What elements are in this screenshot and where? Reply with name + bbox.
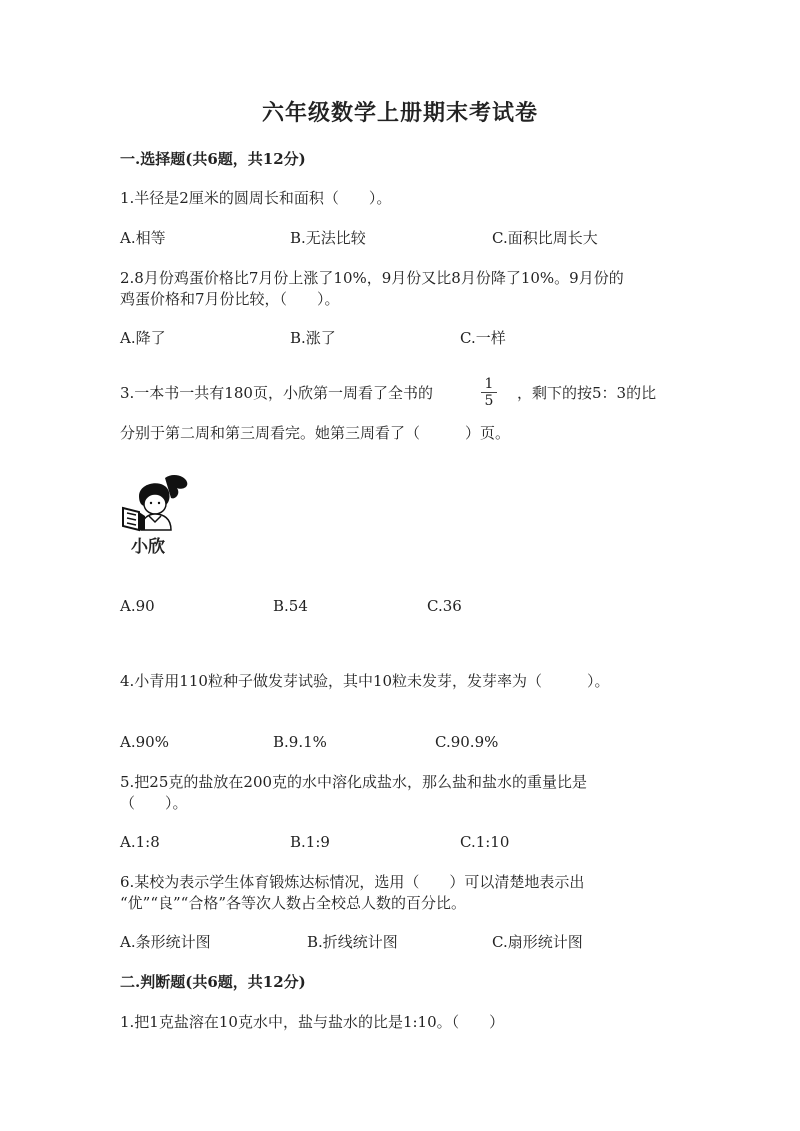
question-6-option-b: B.折线统计图 <box>307 933 398 951</box>
question-4-text: 4.小青用110粒种子做发芽试验，其中10粒未发芽，发芽率为（ ）。 <box>120 672 610 690</box>
fraction-denominator: 5 <box>484 393 494 409</box>
question-5-line-1: 5.把25克的盐放在200克的水中溶化成盐水，那么盐和盐水的重量比是 <box>120 773 588 791</box>
question-5-option-c: C.1:10 <box>460 833 510 851</box>
question-4-option-c: C.90.9% <box>435 733 499 751</box>
question-2-line-2: 鸡蛋价格和7月份比较，（ ）。 <box>120 290 340 308</box>
fraction-numerator: 1 <box>484 376 494 392</box>
girl-reading-icon <box>115 472 195 532</box>
question-3-line-2: 分别于第二周和第三周看完。她第三周看了（ ）页。 <box>120 424 511 442</box>
question-3-option-a: A.90 <box>120 597 155 615</box>
question-6-option-c: C.扇形统计图 <box>492 933 583 951</box>
question-2-option-b: B.涨了 <box>290 329 336 347</box>
judgement-question-1-text: 1.把1克盐溶在10克水中，盐与盐水的比是1:10。（ ） <box>120 1013 505 1031</box>
question-1-option-b: B.无法比较 <box>290 229 366 247</box>
question-6-option-a: A.条形统计图 <box>120 933 211 951</box>
girl-reading-illustration <box>115 472 195 557</box>
question-1-text: 1.半径是2厘米的圆周长和面积（ ）。 <box>120 189 392 207</box>
question-5-option-b: B.1:9 <box>290 833 330 851</box>
illustration-caption: 小欣 <box>131 537 165 557</box>
question-1-option-a: A.相等 <box>120 229 166 247</box>
question-6-line-2: “优”“良”“合格”各等次人数占全校总人数的百分比。 <box>120 894 467 912</box>
question-6-line-1: 6.某校为表示学生体育锻炼达标情况，选用（ ）可以清楚地表示出 <box>120 873 585 891</box>
question-3-line-1-end: ，剩下的按5：3的比 <box>517 384 657 402</box>
fraction-one-fifth <box>481 377 497 408</box>
question-4-option-b: B.9.1% <box>273 733 327 751</box>
question-5-option-a: A.1:8 <box>120 833 160 851</box>
question-3-option-c: C.36 <box>427 597 462 615</box>
question-2-option-a: A.降了 <box>120 329 166 347</box>
question-3-line-1-start: 3.一本书一共有180页，小欣第一周看了全书的 <box>120 384 433 402</box>
section-heading-judgement: 二.判断题(共6题，共12分) <box>120 973 306 991</box>
question-1-option-c: C.面积比周长大 <box>492 229 598 247</box>
question-3-option-b: B.54 <box>273 597 308 615</box>
section-heading-choice: 一.选择题(共6题，共12分) <box>120 150 306 168</box>
question-5-line-2: （ ）。 <box>120 794 188 812</box>
question-2-option-c: C.一样 <box>460 329 506 347</box>
page-title: 六年级数学上册期末考试卷 <box>261 100 538 126</box>
question-4-option-a: A.90% <box>120 733 169 751</box>
question-2-line-1: 2.8月份鸡蛋价格比7月份上涨了10%，9月份又比8月份降了10%。9月份的 <box>120 269 624 287</box>
